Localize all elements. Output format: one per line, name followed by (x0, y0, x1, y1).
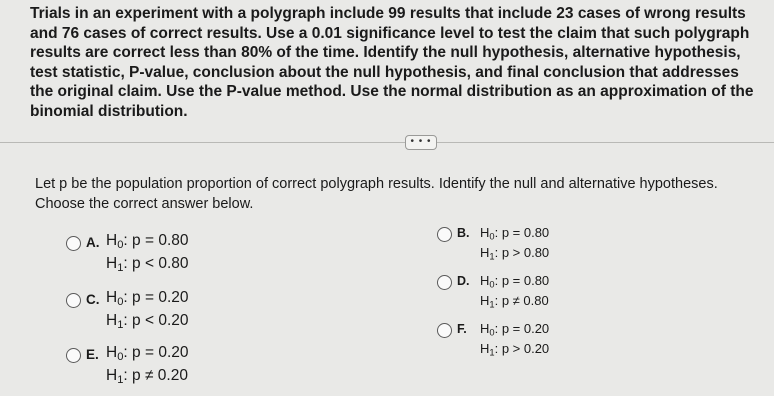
radio-button[interactable] (437, 227, 452, 242)
option-letter: B. (457, 226, 470, 240)
option-letter: F. (457, 322, 467, 336)
alternative-hypothesis: $H_1$: p ≠ 0.80 (480, 293, 549, 310)
radio-button[interactable] (66, 293, 81, 308)
radio-button[interactable] (437, 275, 452, 290)
instruction-text: Let p be the population proportion of correct polygraph results. Identify the null and alternative hypotheses. Choose the correct answer below. (35, 176, 718, 212)
section-divider (0, 142, 774, 143)
option-letter: D. (457, 274, 470, 288)
null-hypothesis: $H_0$: p = 0.80 (480, 273, 550, 290)
alternative-hypothesis: $H_1$: p > 0.20 (480, 341, 550, 358)
radio-button[interactable] (66, 348, 81, 363)
expand-more-button[interactable]: • • • (405, 135, 437, 150)
null-hypothesis: $H_0$: p = 0.80 (480, 225, 550, 242)
null-hypothesis: $H_0$: p = 0.20 (106, 289, 189, 308)
null-hypothesis: $H_0$: p = 0.20 (480, 321, 550, 338)
option-letter: E. (86, 347, 99, 362)
option-letter: C. (86, 292, 100, 307)
alternative-hypothesis: $H_1$: p < 0.80 (106, 255, 189, 274)
question-text: Trials in an experiment with a polygraph include 99 results that include 23 cases of wrong results and 76 cases of correct results. Use a 0.01 significance level to test the claim that such polygraph results are correct less than 80% of the time. Identify the null hypothesis, alternative hypothesis, test statistic, P-value, conclusion about the null hypothesis, and final conclusion that addresses the original claim. Use the P-value method. Use the normal distribution as an approximation of the binomial distribution. (30, 5, 754, 120)
alternative-hypothesis: $H_1$: p ≠ 0.20 (106, 367, 188, 386)
null-hypothesis: $H_0$: p = 0.20 (106, 344, 189, 363)
option-letter: A. (86, 235, 100, 250)
null-hypothesis: $H_0$: p = 0.80 (106, 232, 189, 251)
radio-button[interactable] (66, 236, 81, 251)
radio-button[interactable] (437, 323, 452, 338)
alternative-hypothesis: $H_1$: p > 0.80 (480, 245, 550, 262)
alternative-hypothesis: $H_1$: p < 0.20 (106, 312, 189, 331)
